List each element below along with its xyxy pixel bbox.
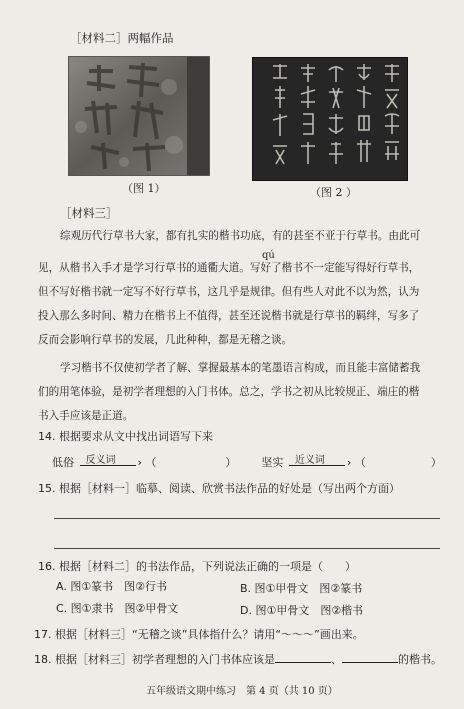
q14-word-1: 低俗 (52, 456, 74, 469)
figure-1-caption: （图 1） (122, 182, 166, 195)
material3-para1-line4: 投入那么多时间、精力在楷书上不值得，甚至还说楷书就是行草书的羁绊，写多了 (38, 310, 420, 322)
page-footer: 五年级语文期中练习 第 4 页（共 10 页） (146, 686, 338, 697)
q14-paren-open-1: （ (145, 456, 157, 469)
q18-prefix: 18. 根据［材料三］初学者理想的入门书体应该是 (34, 653, 275, 666)
material3-para2-line1: 学习楷书不仅使初学者了解、掌握最基本的笔墨语言构成，而且能丰富储蓄我 (60, 362, 421, 374)
q18-blank-2[interactable] (342, 650, 398, 663)
figure-2-caption: （图 2 ） (310, 186, 357, 199)
q16-option-a[interactable]: A. 图①篆书 图②行书 (56, 580, 168, 593)
q14-word-2: 坚实 (261, 456, 284, 469)
q15-answer-line-2[interactable] (54, 548, 440, 549)
arrow-right-icon: › (137, 456, 142, 469)
material3-para1-line1: 综观历代行草书大家，都有扎实的楷书功底，有的甚至不亚于行草书。由此可 (60, 230, 421, 242)
q14-arrow-1 (80, 455, 136, 466)
q14-arrow-2 (289, 455, 345, 466)
pinyin-annotation: qú (262, 250, 275, 261)
question-17: 17. 根据［材料三］“无稽之谈”具体指什么？请用“～～～”画出来。 (34, 628, 364, 641)
q14-answer-row (52, 454, 442, 470)
q14-paren-open-2: （ (354, 456, 366, 469)
material3-para1-line2: 见，从楷书入手才是学习行草书的通衢大道。写好了楷书不一定能写得好行草书， (38, 262, 420, 274)
calligraphy-image-2 (252, 57, 408, 181)
material3-para2-line2: 们的用笔体验，是初学者理想的入门书体。总之，学书之初从比较规正、端庄的楷 (38, 386, 420, 398)
material3-para1-line5: 反而会影响行草书的发展，几此种种，都是无稽之谈。 (38, 334, 293, 346)
q18-suffix: 的楷书。 (398, 653, 442, 666)
material3-para1-line3: 但不写好楷书就一定写不好行草书，这几乎是规律。但有些人对此不以为然，认为 (38, 286, 420, 298)
q14-relation-2: 近义词 (294, 455, 325, 466)
q16-option-c[interactable]: C. 图①隶书 图②甲骨文 (56, 602, 179, 615)
arrow-right-icon: › (346, 456, 352, 469)
seal-script-icon (253, 58, 407, 180)
q16-option-b[interactable]: B. 图①甲骨文 图②篆书 (240, 582, 363, 595)
question-16: 16. 根据［材料二］的书法作品，下列说法正确的一项是（ ） (38, 560, 356, 573)
q18-separator: 、 (331, 653, 342, 666)
q16-option-d[interactable]: D. 图①甲骨文 图②楷书 (240, 604, 364, 617)
q18-blank-1[interactable] (275, 650, 331, 663)
question-15: 15. 根据［材料一］临摹、阅读、欣赏书法作品的好处是（写出两个方面） (38, 482, 400, 495)
q14-paren-close-1: ） (225, 456, 237, 469)
material3-para2-line3: 书入手应该是正道。 (38, 410, 134, 422)
material3-heading: ［材料三］ (60, 206, 118, 220)
question-18 (34, 650, 442, 667)
q15-answer-line-1[interactable] (54, 518, 440, 519)
material2-heading: ［材料二］两幅作品 (70, 31, 174, 45)
q14-relation-1: 反义词 (85, 455, 116, 466)
question-14: 14. 根据要求从文中找出词语写下来 (38, 430, 213, 443)
stone-rubbing-icon (69, 57, 209, 175)
calligraphy-image-1 (68, 56, 210, 176)
q14-paren-close-2: ） (430, 456, 442, 469)
